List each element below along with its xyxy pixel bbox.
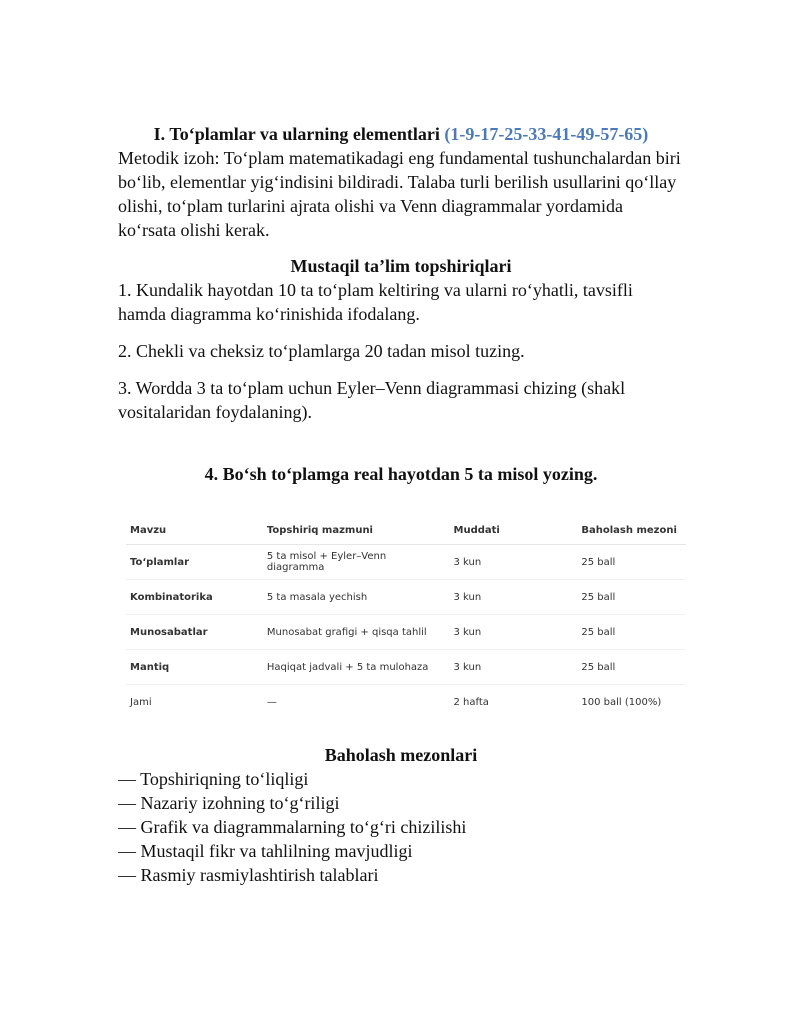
table-cell: Mantiq <box>126 650 263 685</box>
list-item: — Mustaqil fikr va tahlilning mavjudligi <box>118 841 413 861</box>
document-page <box>118 122 684 887</box>
list-item: — Nazariy izohning to‘g‘riligi <box>118 793 340 813</box>
table-cell: 3 kun <box>450 545 578 580</box>
column-header-deadline: Muddati <box>450 516 578 545</box>
task-1: 1. Kundalik hayotdan 10 ta to‘plam keltiring va ularni ro‘yhatli, tavsifli hamda diagramma ko‘rinishida ifodalang. <box>118 280 633 324</box>
column-header-content: Topshiriq mazmuni <box>263 516 450 545</box>
methodical-note: Metodik izoh: To‘plam matematikadagi eng fundamental tushunchalardan biri bo‘lib, elementlar yig‘indisini bildiradi. Talaba turli berilish usullarini qo‘llay olishi, to‘plam turlarini ajrata olishi va Venn diagrammalar yordamida ko‘rsata olishi kerak. <box>118 148 681 240</box>
table-row <box>126 615 686 650</box>
table-cell: Munosabatlar <box>126 615 263 650</box>
table-cell: 100 ball (100%) <box>581 696 662 708</box>
table-cell: Munosabat grafigi + qisqa tahlil <box>263 615 450 650</box>
table-header-row <box>126 516 686 545</box>
table-cell: 25 ball <box>577 580 686 615</box>
table-cell: 2 hafta <box>453 696 489 708</box>
table-cell: Haqiqat jadvali + 5 ta mulohaza <box>263 650 450 685</box>
table-cell: 25 ball <box>577 650 686 685</box>
table-cell: 3 kun <box>450 650 578 685</box>
table-cell: To‘plamlar <box>126 545 263 580</box>
table-cell: 25 ball <box>577 545 686 580</box>
task-4: 4. Bo‘sh to‘plamga real hayotdan 5 ta misol yozing. <box>204 464 598 484</box>
task-3: 3. Wordda 3 ta to‘plam uchun Eyler–Venn diagrammasi chizing (shakl vositalaridan foydalaning). <box>118 378 626 422</box>
table-row <box>126 545 686 580</box>
table-cell: 3 kun <box>450 615 578 650</box>
table-cell: Jami <box>130 696 152 708</box>
list-item: — Topshiriqning to‘liqligi <box>118 769 309 789</box>
table-row <box>126 650 686 685</box>
column-header-criteria: Baholash mezoni <box>577 516 686 545</box>
column-header-topic: Mavzu <box>126 516 263 545</box>
table-cell: 3 kun <box>450 580 578 615</box>
assessment-table <box>126 516 686 719</box>
table-cell: 25 ball <box>577 615 686 650</box>
criteria-list <box>118 767 684 887</box>
table-row <box>126 580 686 615</box>
table-cell: Kombinatorika <box>126 580 263 615</box>
task-2: 2. Chekli va cheksiz to‘plamlarga 20 tadan misol tuzing. <box>118 341 525 361</box>
tasks-heading: Mustaqil ta’lim topshiriqlari <box>290 256 512 276</box>
list-item: — Grafik va diagrammalarning to‘g‘ri chizilishi <box>118 817 467 837</box>
criteria-heading: Baholash mezonlari <box>324 745 478 765</box>
section-title <box>118 122 684 146</box>
table-cell: 5 ta masala yechish <box>263 580 450 615</box>
table-total-row <box>126 685 686 720</box>
table-cell: — <box>266 696 277 708</box>
section-title-text: I. To‘plamlar va ularning elementlari <box>153 124 440 144</box>
list-item: — Rasmiy rasmiylashtirish talablari <box>118 865 379 885</box>
section-reference: (1-9-17-25-33-41-49-57-65) <box>444 124 649 144</box>
table-cell: 5 ta misol + Eyler–Venn diagramma <box>263 545 450 580</box>
